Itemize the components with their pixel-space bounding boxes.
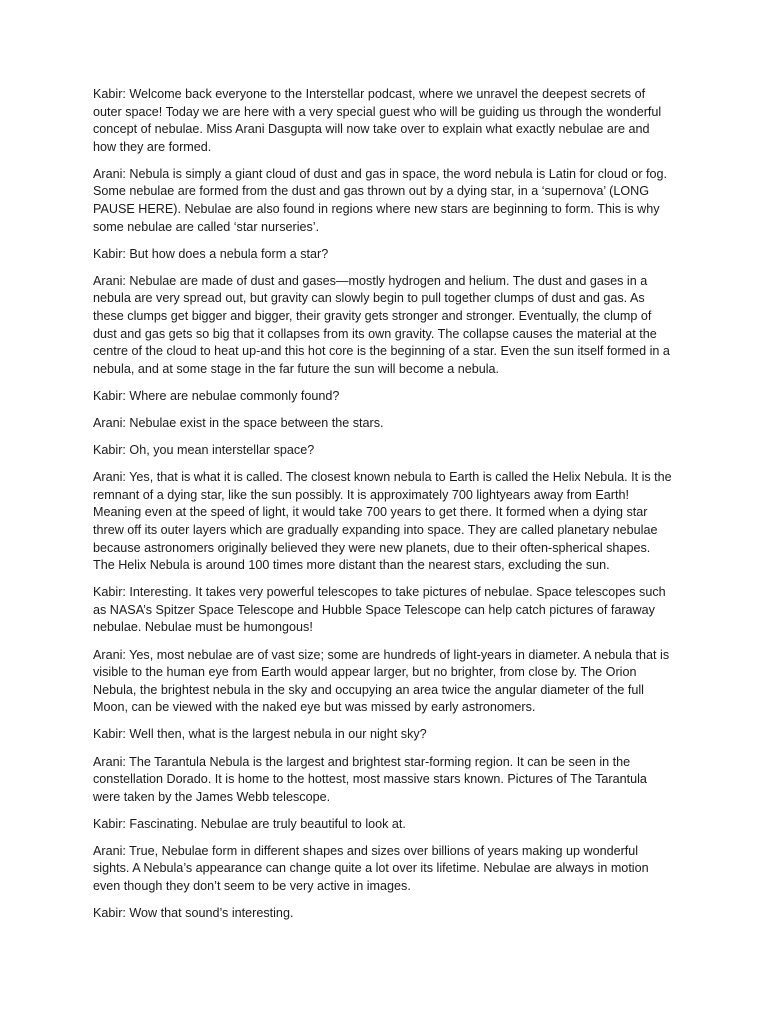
document-page	[93, 86, 675, 932]
paragraph-arani-star-formation: Arani: Nebulae are made of dust and gases—mostly hydrogen and helium. The dust and gases in a nebula are very spread out, but gravity can slowly begin to pull together clumps of dust and gas. As these clumps get bigger and bigger, their gravity gets stronger and stronger. Eventually, the clump of dust and gas gets so big that it collapses from its own gravity. The collapse causes the material at the centre of the cloud to heat up-and this hot core is the beginning of a star. Even the sun itself formed in a nebula, and at some stage in the far future the sun will become a nebula.	[93, 273, 670, 376]
paragraph-arani-definition: Arani: Nebula is simply a giant cloud of dust and gas in space, the word nebula is Latin for cloud or fog. Some nebulae are formed from the dust and gas thrown out by a dying star, in a ‘supernova’ (LONG PAUSE HERE). Nebulae are also found in regions where new stars are beginning to form. This is why some nebulae are called ‘star nurseries’.	[93, 166, 668, 234]
paragraph-kabir-question-location: Kabir: Where are nebulae commonly found?	[93, 388, 340, 403]
paragraph-arani-location: Arani: Nebulae exist in the space between the stars.	[93, 416, 384, 430]
paragraph-arani-shapes: Arani: True, Nebulae form in different shapes and sizes over billions of years making up wonderful sights. A Nebula’s appearance can change quite a lot over its lifetime. Nebulae are always in motion even though they don’t seem to be very active in images.	[93, 843, 649, 894]
paragraph-kabir-telescopes: Kabir: Interesting. It takes very powerful telescopes to take pictures of nebulae. Space telescopes such as NASA’s Spitzer Space Telescope and Hubble Space Telescope can help catch pictures of faraway nebulae. Nebulae must be humongous!	[93, 585, 666, 635]
paragraph-kabir-closing: Kabir: Wow that sound’s interesting.	[93, 906, 294, 921]
paragraph-arani-tarantula: Arani: The Tarantula Nebula is the largest and brightest star-forming region. It can be seen in the constellation Dorado. It is home to the hottest, most massive stars known. Pictures of The Tarantula were taken by the James Webb telescope.	[93, 754, 647, 804]
paragraph-kabir-largest: Kabir: Well then, what is the largest nebula in our night sky?	[93, 727, 427, 742]
paragraph-kabir-question-star: Kabir: But how does a nebula form a star?	[93, 246, 329, 261]
paragraph-arani-helix: Arani: Yes, that is what it is called. The closest known nebula to Earth is called the Helix Nebula. It is the remnant of a dying star, like the sun possibly. It is approximately 700 lightyears away from Earth! Meaning even at the speed of light, it would take 700 years to get there. It formed when a dying star threw off its outer layers which are gradually expanding into space. They are called planetary nebulae because astronomers originally believed they were new planets, due to their often-spherical shapes. The Helix Nebula is around 100 times more distant than the nearest stars, excluding the sun.	[93, 470, 672, 573]
paragraph-kabir-fascinating: Kabir: Fascinating. Nebulae are truly beautiful to look at.	[93, 816, 406, 831]
paragraph-arani-size: Arani: Yes, most nebulae are of vast size; some are hundreds of light-years in diameter. A nebula that is visible to the human eye from Earth would appear larger, but no brighter, from close by. The Orion Nebula, the brightest nebula in the sky and occupying an area twice the angular diameter of the full Moon, can be viewed with the naked eye but was missed by early astronomers.	[93, 647, 670, 715]
paragraph-kabir-intro: Kabir: Welcome back everyone to the Interstellar podcast, where we unravel the deepest secrets of outer space! Today we are here with a very special guest who will be guiding us through the wonderful concept of nebulae. Miss Arani Dasgupta will now take over to explain what exactly nebulae are and how they are formed.	[93, 87, 662, 154]
paragraph-kabir-interstellar: Kabir: Oh, you mean interstellar space?	[93, 443, 315, 458]
